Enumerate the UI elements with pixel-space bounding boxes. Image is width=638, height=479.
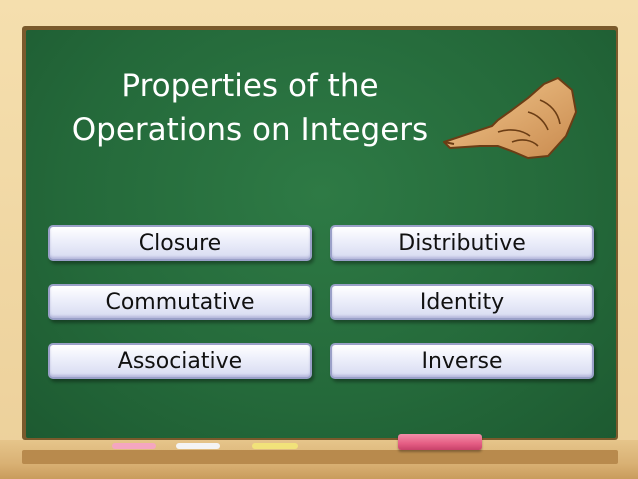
distributive-button[interactable]: Distributive	[330, 225, 594, 261]
identity-button[interactable]: Identity	[330, 284, 594, 320]
chalk-tray-lip	[22, 450, 618, 464]
yellow-chalk	[252, 443, 298, 449]
eraser	[398, 434, 482, 450]
slide-title	[50, 64, 450, 152]
inverse-button[interactable]: Inverse	[330, 343, 594, 379]
pointing-hand-icon	[440, 72, 580, 162]
pink-chalk	[112, 443, 156, 449]
commutative-button[interactable]: Commutative	[48, 284, 312, 320]
title-line-1: Properties of the	[121, 68, 379, 104]
title-line-2: Operations on Integers	[71, 112, 429, 148]
closure-button[interactable]: Closure	[48, 225, 312, 261]
associative-button[interactable]: Associative	[48, 343, 312, 379]
white-chalk	[176, 443, 220, 449]
